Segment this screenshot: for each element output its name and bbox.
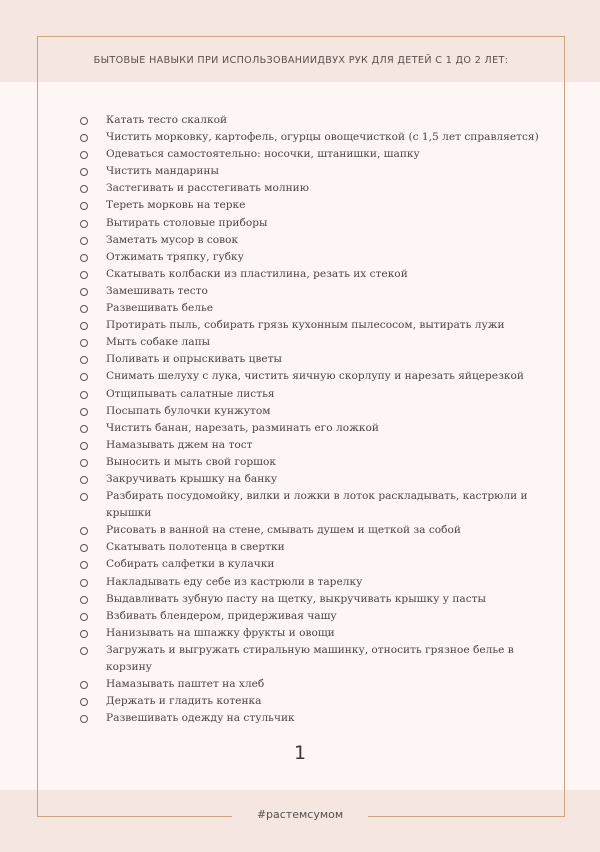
list-item	[78, 574, 558, 591]
list-item	[78, 249, 558, 266]
list-item-text: Посыпать булочки кунжутом	[106, 404, 271, 417]
page-number: 1	[293, 742, 307, 764]
bullet-circle-icon	[80, 442, 88, 450]
bullet-circle-icon	[80, 459, 88, 467]
list-item-text: Мыть собаке лапы	[106, 336, 211, 349]
footer-hashtag: #растемсумом	[256, 808, 344, 821]
list-item-text: Намазывать джем на тост	[106, 438, 253, 451]
bullet-circle-icon	[80, 561, 88, 569]
list-item-text: Чистить морковку, картофель, огурцы овощечисткой (с 1,5 лет справляется)	[106, 131, 539, 144]
list-item-text: Загружать и выгружать стиральную машинку, относить грязное белье в корзину	[106, 643, 514, 673]
bullet-circle-icon	[80, 493, 88, 501]
bullet-circle-icon	[80, 425, 88, 433]
list-item-text: Скатывать колбаски из пластилина, резать их стекой	[106, 267, 408, 280]
list-item	[78, 386, 558, 403]
list-item	[78, 129, 558, 146]
bullet-circle-icon	[80, 596, 88, 604]
list-item	[78, 180, 558, 197]
bullet-circle-icon	[80, 391, 88, 399]
list-item-text: Развешивать белье	[106, 302, 214, 315]
bullet-circle-icon	[80, 715, 88, 723]
list-item	[78, 197, 558, 214]
list-item-text: Рисовать в ванной на стене, смывать душем и щеткой за собой	[106, 524, 461, 537]
list-item	[78, 556, 558, 573]
bullet-circle-icon	[80, 681, 88, 689]
list-item-text: Взбивать блендером, придерживая чашу	[106, 609, 337, 622]
list-item	[78, 351, 558, 368]
bullet-circle-icon	[80, 134, 88, 142]
list-item-text: Катать тесто скалкой	[106, 114, 228, 126]
list-item-text: Отщипывать салатные листья	[106, 387, 275, 400]
list-item	[78, 403, 558, 420]
list-item	[78, 591, 558, 608]
bullet-circle-icon	[80, 305, 88, 313]
list-item-text: Поливать и опрыскивать цветы	[106, 353, 282, 366]
list-item-text: Разбирать посудомойку, вилки и ложки в лоток раскладывать, кастрюли и крышки	[106, 490, 528, 520]
list-item	[78, 693, 558, 710]
list-item	[78, 488, 558, 522]
list-item-text: Замешивать тесто	[106, 284, 208, 297]
list-item	[78, 232, 558, 249]
list-item-text: Чистить банан, нарезать, разминать его ложкой	[106, 421, 379, 434]
bullet-circle-icon	[80, 356, 88, 364]
bullet-circle-icon	[80, 220, 88, 228]
bullet-circle-icon	[80, 579, 88, 587]
list-item-text: Развешивать одежду на стульчик	[106, 712, 295, 725]
bullet-circle-icon	[80, 202, 88, 210]
list-item-text: Нанизывать на шпажку фрукты и овощи	[106, 626, 335, 639]
list-item	[78, 471, 558, 488]
list-item	[78, 642, 558, 676]
skills-list	[78, 112, 558, 727]
list-item-text: Чистить мандарины	[106, 165, 219, 178]
list-item	[78, 625, 558, 642]
list-item-text: Намазывать паштет на хлеб	[106, 678, 265, 691]
list-item-text: Вытирать столовые приборы	[106, 216, 268, 229]
bullet-circle-icon	[80, 408, 88, 416]
list-item-text: Накладывать еду себе из кастрюли в тарелку	[106, 575, 363, 588]
list-item	[78, 676, 558, 693]
bullet-circle-icon	[80, 322, 88, 330]
list-item	[78, 437, 558, 454]
list-item-text: Застегивать и расстегивать молнию	[106, 182, 309, 195]
bullet-circle-icon	[80, 237, 88, 245]
bullet-circle-icon	[80, 630, 88, 638]
list-item	[78, 334, 558, 351]
list-item-text: Держать и гладить котенка	[106, 695, 262, 708]
list-item	[78, 300, 558, 317]
list-item-text: Снимать шелуху с лука, чистить яичную скорлупу и нарезать яйцерезкой	[106, 370, 524, 383]
bullet-circle-icon	[80, 271, 88, 279]
bullet-circle-icon	[80, 185, 88, 193]
page-title: БЫТОВЫЕ НАВЫКИ ПРИ ИСПОЛЬЗОВАНИИДВУХ РУК ДЛЯ ДЕТЕЙ С 1 ДО 2 ЛЕТ:	[93, 55, 509, 66]
list-item-text: Выдавливать зубную пасту на щетку, выкручивать крышку у пасты	[106, 592, 486, 605]
list-item	[78, 215, 558, 232]
list-item-text: Закручивать крышку на банку	[106, 472, 278, 485]
list-item-text: Заметать мусор в совок	[106, 233, 239, 246]
bullet-circle-icon	[80, 527, 88, 535]
list-item-text: Скатывать полотенца в свертки	[106, 541, 285, 554]
bullet-circle-icon	[80, 168, 88, 176]
list-item	[78, 317, 558, 334]
list-item	[78, 710, 558, 727]
list-item	[78, 608, 558, 625]
list-item	[78, 420, 558, 437]
list-item	[78, 283, 558, 300]
bullet-circle-icon	[80, 288, 88, 296]
list-item	[78, 146, 558, 163]
list-item	[78, 112, 558, 129]
bullet-circle-icon	[80, 647, 88, 655]
list-item	[78, 266, 558, 283]
list-item-text: Одеваться самостоятельно: носочки, штанишки, шапку	[106, 148, 420, 161]
list-item-text: Собирать салфетки в кулачки	[106, 558, 275, 571]
bullet-circle-icon	[80, 117, 88, 125]
bullet-circle-icon	[80, 339, 88, 347]
bullet-circle-icon	[80, 698, 88, 706]
bullet-circle-icon	[80, 613, 88, 621]
list-item	[78, 522, 558, 539]
list-item-text: Выносить и мыть свой горшок	[106, 455, 277, 468]
list-item-text: Отжимать тряпку, губку	[106, 250, 244, 263]
list-item	[78, 539, 558, 556]
list-item	[78, 163, 558, 180]
bullet-circle-icon	[80, 373, 88, 381]
bullet-circle-icon	[80, 476, 88, 484]
list-item-text: Протирать пыль, собирать грязь кухонным пылесосом, вытирать лужи	[106, 319, 505, 332]
list-item	[78, 368, 558, 385]
bullet-circle-icon	[80, 151, 88, 159]
bullet-circle-icon	[80, 544, 88, 552]
bullet-circle-icon	[80, 254, 88, 262]
list-item-text: Тереть морковь на терке	[106, 199, 246, 212]
list-item	[78, 454, 558, 471]
